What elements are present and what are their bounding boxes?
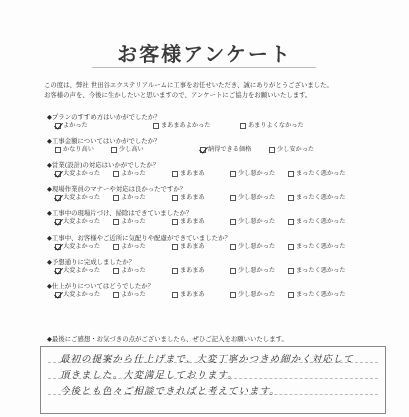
- answer-option-label: まあまあ: [180, 291, 205, 298]
- answer-option[interactable]: [230, 267, 275, 275]
- answer-option-label: 少し悪かった: [238, 243, 276, 250]
- checkbox[interactable]: [55, 147, 61, 153]
- intro-line: お客様の声を、今後に生かしたいと思いますので、アンケートにご協力をお願いいたします。: [44, 91, 312, 99]
- handwritten-comment-line: 今後とも色々ご相談できればと考えています。: [60, 386, 280, 397]
- answer-option-label: よかった: [121, 170, 146, 177]
- question-text: ◆営業(設計)の対応はいかがでしたか？: [47, 161, 160, 169]
- question-text: ◆工事中、お客様やご近所に気配りや配慮ができていましたか？: [47, 234, 231, 242]
- checked-checkbox[interactable]: [55, 244, 61, 250]
- answer-option-label: よかった: [121, 291, 146, 298]
- checkbox[interactable]: [230, 268, 236, 274]
- answer-option[interactable]: [200, 146, 251, 154]
- checkbox[interactable]: [269, 147, 275, 153]
- answer-option[interactable]: [113, 194, 146, 202]
- answer-option-label: まあまあ: [180, 267, 205, 274]
- checkbox[interactable]: [153, 123, 159, 129]
- answer-option[interactable]: [172, 243, 205, 251]
- checkbox[interactable]: [240, 123, 246, 129]
- answer-option[interactable]: [230, 194, 275, 202]
- final-question: ◆最後にご感想・お気づきの点がございましたら、ぜひご記入をお願いいたします。: [47, 335, 288, 343]
- answer-option[interactable]: [55, 218, 100, 226]
- answer-option-label: まあまあ: [180, 218, 205, 225]
- title-underline: [92, 67, 316, 68]
- answer-option[interactable]: [113, 218, 146, 226]
- question-text: ◆現場作業員のマナーや対応は良かったですか？: [47, 185, 187, 193]
- answer-option-label: まあまあよかった: [161, 122, 211, 129]
- checkbox[interactable]: [288, 219, 294, 225]
- answer-option[interactable]: [113, 170, 146, 178]
- intro-text: [44, 80, 374, 100]
- answer-option-label: まったく悪かった: [296, 170, 346, 177]
- answer-option[interactable]: [288, 194, 346, 202]
- question-text: ◆仕上がりについてはどうでしたか？: [47, 282, 155, 290]
- answer-option-label: 少し高い: [119, 146, 144, 153]
- answer-option[interactable]: [55, 146, 94, 154]
- answer-option[interactable]: [288, 170, 346, 178]
- answer-option-label: まったく悪かった: [296, 267, 346, 274]
- answer-option[interactable]: [240, 122, 304, 130]
- answer-option-label: まったく悪かった: [296, 218, 346, 225]
- answer-option[interactable]: [172, 218, 205, 226]
- answer-option-label: 大変よかった: [63, 170, 101, 177]
- answer-option-label: まったく悪かった: [296, 194, 346, 201]
- checked-checkbox[interactable]: [55, 292, 61, 298]
- answer-option-label: よかった: [121, 194, 146, 201]
- checkbox[interactable]: [172, 195, 178, 201]
- answer-option-label: 少し悪かった: [238, 267, 276, 274]
- checked-checkbox[interactable]: [55, 123, 61, 129]
- checkbox[interactable]: [230, 292, 236, 298]
- checkbox[interactable]: [172, 268, 178, 274]
- answer-option-label: よかった: [121, 267, 146, 274]
- page-title: お客様アンケート: [117, 42, 292, 66]
- answer-option-label: 納得できる価格: [208, 146, 252, 153]
- checked-checkbox[interactable]: [200, 147, 206, 153]
- checkbox[interactable]: [172, 244, 178, 250]
- answer-option[interactable]: [55, 243, 100, 251]
- answer-option[interactable]: [172, 267, 205, 275]
- answer-option[interactable]: [230, 291, 275, 299]
- question-text: ◆プランのすすめ方はいかがでしたか？: [47, 113, 161, 121]
- answer-option-label: まあまあ: [180, 170, 205, 177]
- intro-line: この度は、弊社 世田谷エクステリアルームに工事をお任せいただき、誠にありがとうございました。: [44, 81, 333, 89]
- checkbox[interactable]: [172, 171, 178, 177]
- answer-option[interactable]: [172, 291, 205, 299]
- answer-option[interactable]: [230, 170, 275, 178]
- answer-option-label: よかった: [121, 243, 146, 250]
- answer-option-label: まったく悪かった: [296, 291, 346, 298]
- answer-option[interactable]: [269, 146, 314, 154]
- answer-option-label: 大変よかった: [63, 267, 101, 274]
- answer-option[interactable]: [55, 267, 100, 275]
- checked-checkbox[interactable]: [55, 195, 61, 201]
- checkbox[interactable]: [113, 244, 119, 250]
- answer-option[interactable]: [55, 122, 88, 130]
- answer-option[interactable]: [113, 243, 146, 251]
- handwritten-comment-line: 頂きました。大変満足しております。: [60, 370, 238, 381]
- question-text: ◆工事金額についてはいかがでしたか？: [47, 137, 161, 145]
- checkbox[interactable]: [111, 147, 117, 153]
- checkbox[interactable]: [288, 268, 294, 274]
- checkbox[interactable]: [230, 244, 236, 250]
- answer-option[interactable]: [55, 291, 100, 299]
- answer-option[interactable]: [113, 267, 146, 275]
- answer-option-label: 少し安かった: [277, 146, 315, 153]
- answer-option[interactable]: [230, 218, 275, 226]
- answer-option-label: 大変よかった: [63, 194, 101, 201]
- question-text: ◆予想通りに完成しましたか？: [47, 258, 135, 266]
- answer-option-label: よかった: [63, 122, 88, 129]
- question-text: ◆工事中の現場片づけ、掃除はできていましたか？: [47, 209, 193, 217]
- checked-checkbox[interactable]: [55, 219, 61, 225]
- checkbox[interactable]: [172, 219, 178, 225]
- answer-option-label: 少し悪かった: [238, 291, 276, 298]
- answer-option-label: まあまあ: [180, 194, 205, 201]
- checkbox[interactable]: [113, 268, 119, 274]
- answer-option-label: かなり高い: [63, 146, 94, 153]
- answer-option[interactable]: [288, 243, 346, 251]
- answer-option[interactable]: [111, 146, 144, 154]
- answer-option[interactable]: [153, 122, 211, 130]
- answer-option[interactable]: [230, 243, 275, 251]
- checked-checkbox[interactable]: [55, 171, 61, 177]
- checkbox[interactable]: [288, 244, 294, 250]
- handwritten-comment-line: 最初の提案から仕上げまで、大変丁寧かつきめ細かく対応して: [60, 354, 354, 365]
- answer-option-label: まったく悪かった: [296, 243, 346, 250]
- answer-option[interactable]: [55, 170, 100, 178]
- answer-option[interactable]: [113, 291, 146, 299]
- answer-option-label: 大変よかった: [63, 243, 101, 250]
- answer-option-label: 大変よかった: [63, 291, 101, 298]
- answer-option-label: 少し悪かった: [238, 218, 276, 225]
- answer-option-label: 少し悪かった: [238, 170, 276, 177]
- checkbox[interactable]: [288, 292, 294, 298]
- answer-option[interactable]: [288, 267, 346, 275]
- answer-option[interactable]: [172, 194, 205, 202]
- checkbox[interactable]: [230, 219, 236, 225]
- checkbox[interactable]: [288, 171, 294, 177]
- checkbox[interactable]: [113, 292, 119, 298]
- answer-option[interactable]: [288, 218, 346, 226]
- checkbox[interactable]: [288, 195, 294, 201]
- answer-option-label: よかった: [121, 218, 146, 225]
- checkbox[interactable]: [113, 219, 119, 225]
- answer-option[interactable]: [288, 291, 346, 299]
- answer-option[interactable]: [172, 170, 205, 178]
- checkbox[interactable]: [230, 171, 236, 177]
- checkbox[interactable]: [172, 292, 178, 298]
- answer-option-label: 少し悪かった: [238, 194, 276, 201]
- checked-checkbox[interactable]: [55, 268, 61, 274]
- checkbox[interactable]: [113, 171, 119, 177]
- answer-option-label: まあまあ: [180, 243, 205, 250]
- answer-option[interactable]: [55, 194, 100, 202]
- checkbox[interactable]: [113, 195, 119, 201]
- answer-option-label: あまりよくなかった: [248, 122, 304, 129]
- checkbox[interactable]: [230, 195, 236, 201]
- answer-option-label: 大変よかった: [63, 218, 101, 225]
